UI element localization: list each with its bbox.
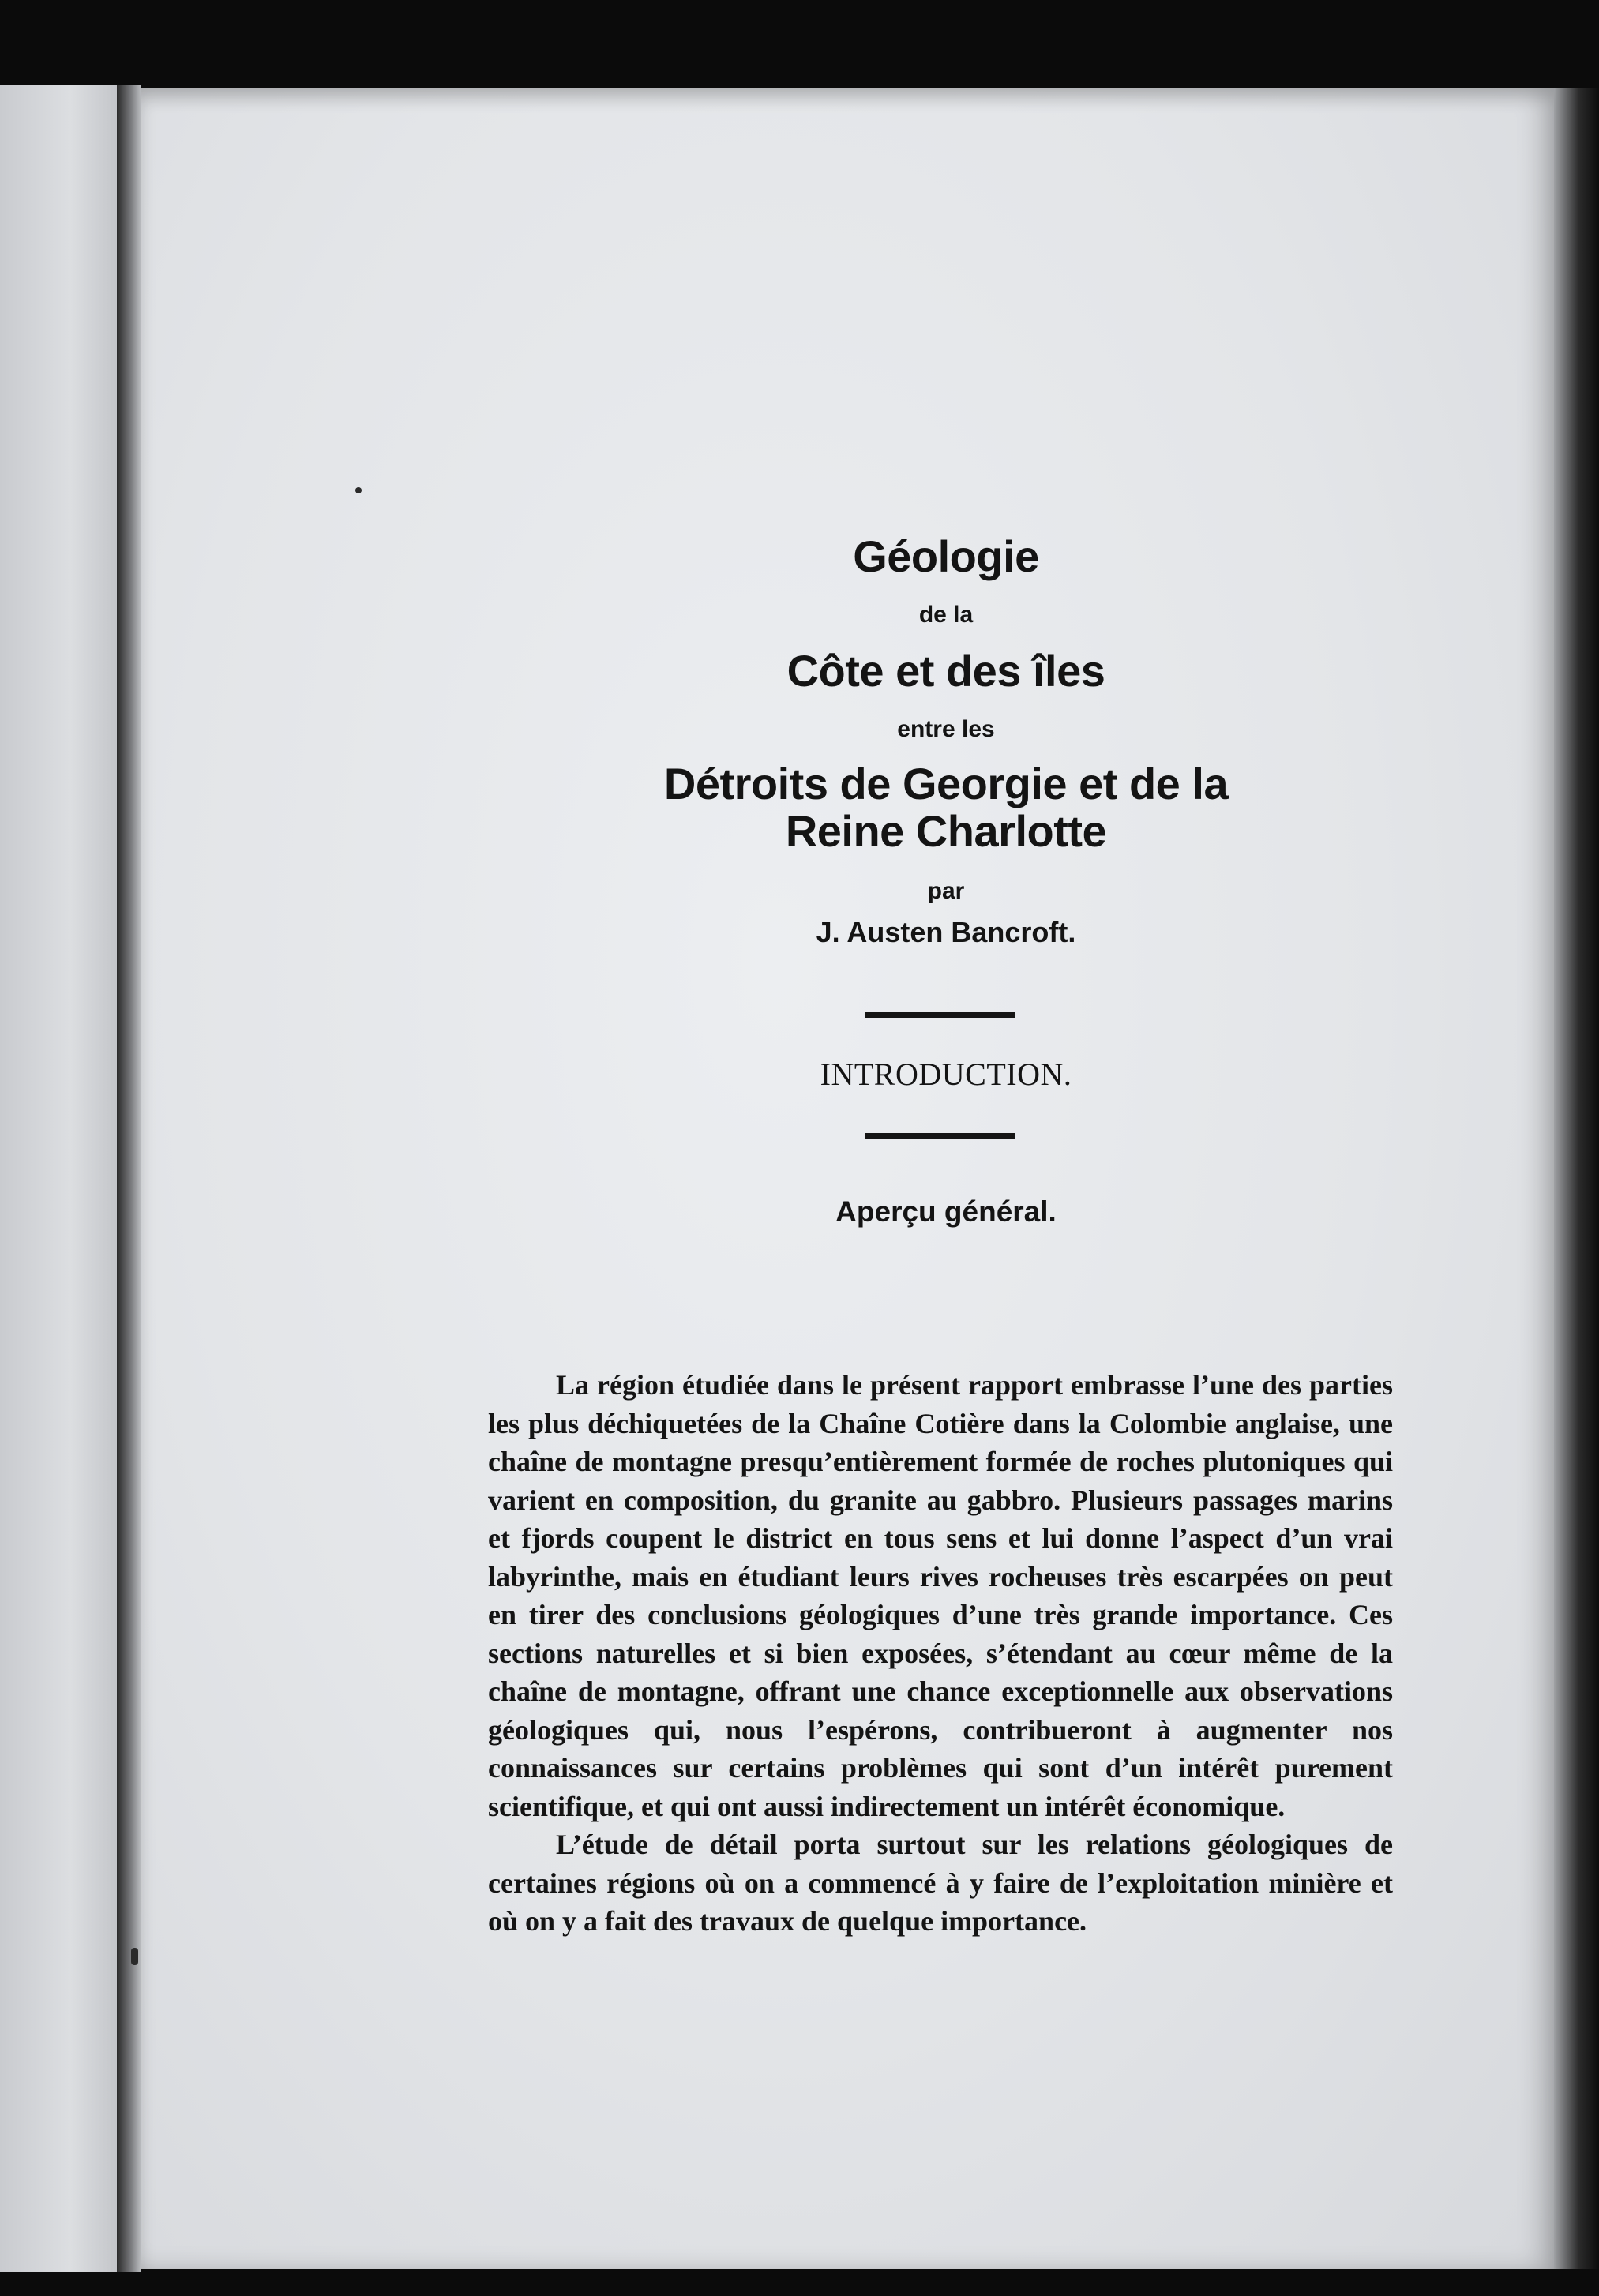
title-line-4: Reine Charlotte — [785, 806, 1107, 856]
author-connector: par — [927, 878, 965, 904]
title-connector-1: de la — [918, 602, 974, 628]
paragraph-1: La région étudiée dans le présent rapport embrasse l’une des parties les plus déchiquetées de la Chaîne Cotière dans la Colombie anglaise, une chaîne de montagne presqu’entièrement formée de roches plutoniques qui varient en composition, du granite au gabbro. Plusieurs passages marins et fjords coupent le district en tous sens et lui donne l’aspect d’un vrai labyrinthe, mais en étudiant leurs rives rocheuses très escarpées on peut en tirer des conclusions géologiques d’une très grande importance. Ces sections naturelles et si bien exposées, s’étendant au cœur même de la chaîne de montagne, offrant une chance exceptionnelle aux observations géologiques qui, nous l’espérons, contribueront à augmenter nos connaissances sur certains problèmes qui sont d’un intérêt purement scientifique, et qui ont aussi indirectement un intérêt économique. — [488, 1369, 1393, 1822]
title-line-1: Géologie — [853, 531, 1039, 581]
dust-speck — [131, 1948, 138, 1965]
subsection-heading: Aperçu général. — [835, 1195, 1057, 1228]
title-line-3: Détroits de Georgie et de la — [663, 759, 1229, 808]
title-connector-2: entre les — [897, 716, 995, 742]
document-page — [141, 88, 1554, 2269]
title-line-2: Côte et des îles — [786, 646, 1105, 696]
body-text — [488, 1366, 1393, 1941]
bottom-rule — [865, 1133, 1015, 1139]
author-name: J. Austen Bancroft. — [816, 916, 1076, 948]
dust-speck — [355, 487, 362, 493]
facing-page-edge — [0, 85, 117, 2272]
page-right-edge — [1554, 88, 1599, 2269]
section-heading: INTRODUCTION. — [820, 1056, 1072, 1092]
page-content — [141, 88, 1554, 2269]
book-gutter — [117, 85, 141, 2272]
top-rule — [865, 1012, 1015, 1018]
paragraph-2: L’étude de détail porta surtout sur les relations géologiques de certaines régions où on a commencé à y faire de l’exploitation minière et où on y a fait des travaux de quelque importance. — [488, 1829, 1393, 1937]
